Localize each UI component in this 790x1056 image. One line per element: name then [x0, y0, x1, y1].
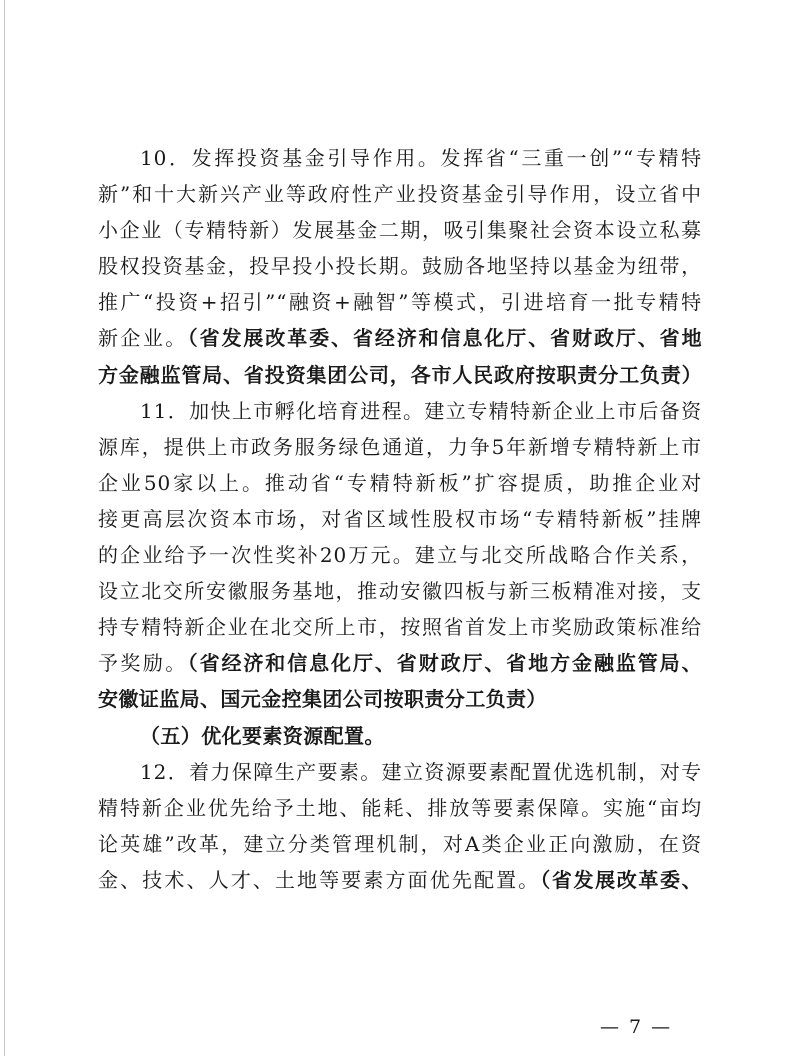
paragraph-text: 金、技术、人才、土地等要素方面优先配置。: [98, 867, 541, 892]
paragraph-line: 持专精特新企业在北交所上市，按照省首发上市奖励政策标准给: [98, 615, 702, 640]
paragraph-line: 论英雄”改革，建立分类管理机制，对A类企业正向激励，在资: [98, 831, 702, 856]
paragraph-line: 设立北交所安徽服务基地，推动安徽四板与新三板精准对接，支: [98, 579, 702, 604]
paragraph-text: 予奖励。: [98, 651, 188, 676]
document-body: [98, 140, 702, 898]
paragraph-line: [98, 862, 702, 898]
responsible-departments: 方金融监管局、省投资集团公司，各市人民政府按职责分工负责）: [98, 362, 702, 387]
paragraph-line: 10．发挥投资基金引导作用。发挥省“三重一创”“专精特: [140, 146, 702, 170]
paragraph-line: [98, 645, 702, 681]
paragraph-line: 企业50家以上。推动省“专精特新板”扩容提质，助推企业对: [98, 470, 702, 495]
paragraph-line: [98, 320, 702, 356]
page-edge-line: [4, 0, 5, 1056]
paragraph-line: 源库，提供上市政务服务绿色通道，力争5年新增专精特新上市: [98, 434, 702, 459]
paragraph-line: 精特新企业优先给予土地、能耗、排放等要素保障。实施“亩均: [98, 795, 702, 820]
section-heading: （五）优化要素资源配置。: [140, 723, 385, 748]
responsible-departments: （省经济和信息化厅、省财政厅、省地方金融监管局、: [187, 651, 702, 676]
paragraph-line: 新”和十大新兴产业等政府性产业投资基金引导作用，设立省中: [98, 182, 702, 207]
paragraph-text: 新企业。: [98, 326, 188, 351]
responsible-departments: （省发展改革委、省经济和信息化厅、省财政厅、省地: [187, 326, 702, 351]
paragraph-line: 12．着力保障生产要素。建立资源要素配置优选机制，对专: [140, 759, 702, 784]
paragraph-line: 小企业（专精特新）发展基金二期，吸引集聚社会资本设立私募: [98, 218, 702, 243]
responsible-departments: （省发展改革委、: [540, 867, 702, 892]
responsible-departments: 安徽证监局、国元金控集团公司按职责分工负责）: [98, 687, 547, 712]
paragraph-line: 推广“投资+招引”“融资+融智”等模式，引进培育一批专精特: [98, 290, 702, 315]
paragraph-line: 的企业给予一次性奖补20万元。建立与北交所战略合作关系，: [98, 543, 702, 568]
paragraph-line: 11．加快上市孵化培育进程。建立专精特新企业上市后备资: [140, 398, 702, 423]
page-number: — 7 —: [600, 1016, 673, 1038]
paragraph-line: 接更高层次资本市场，对省区域性股权市场“专精特新板”挂牌: [98, 506, 702, 531]
paragraph-line: 股权投资基金，投早投小投长期。鼓励各地坚持以基金为纽带，: [98, 254, 702, 279]
